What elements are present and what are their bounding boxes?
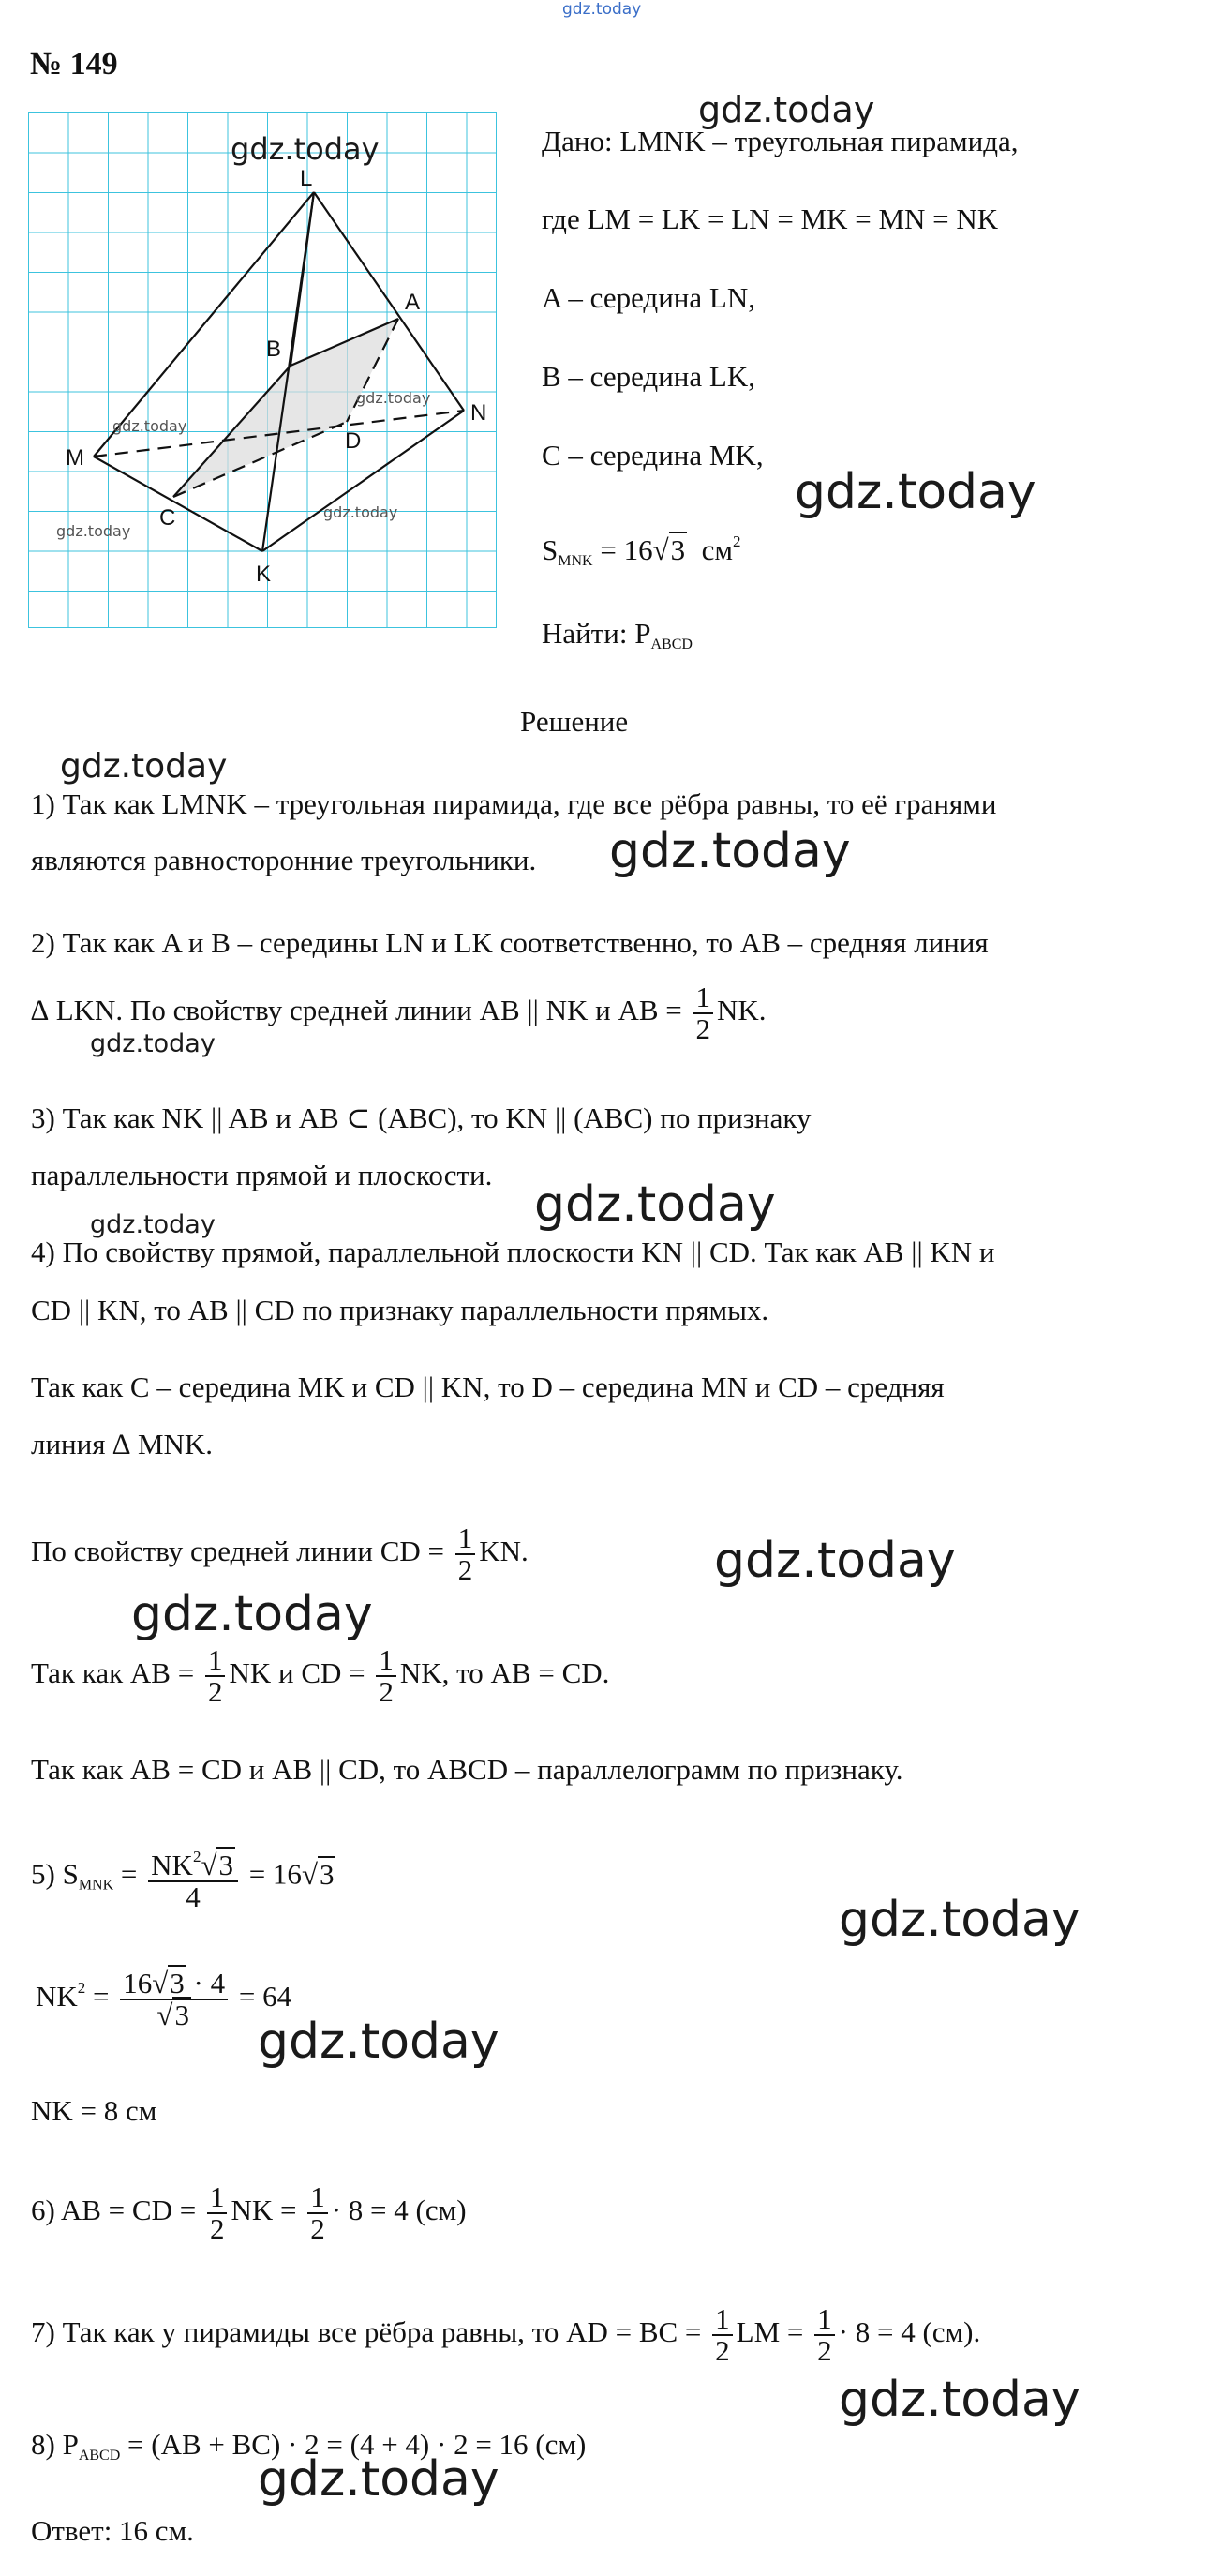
equals: =	[93, 1980, 110, 2014]
step-5-label: 5) S	[31, 1857, 79, 1891]
fraction-den: 2	[712, 2334, 733, 2366]
step-7-line	[31, 2304, 980, 2366]
fraction-num: 1	[209, 2180, 225, 2213]
given-area	[542, 525, 740, 578]
figure-watermark: gdz.today	[56, 522, 131, 540]
fraction-num: 1	[310, 2180, 325, 2213]
step-1-line-2: являются равносторонние треугольники.	[31, 844, 537, 876]
find-line	[542, 617, 693, 662]
sqrt-symbol: √3	[156, 1999, 189, 2031]
area-power: 2	[732, 532, 741, 550]
find-label: Найти: P	[542, 617, 651, 650]
watermark: gdz.today	[60, 747, 228, 786]
step-3-line-2: параллельности прямой и плоскости.	[31, 1159, 493, 1191]
figure-watermark: gdz.today	[323, 503, 398, 521]
step-6-text-c: · 8 = 4 (см)	[331, 2194, 467, 2227]
area-unit: см	[701, 533, 733, 566]
watermark: gdz.today	[258, 2451, 499, 2508]
fraction-den: 2	[814, 2334, 835, 2366]
fraction-den: 2	[205, 1675, 226, 1707]
step-7-text-a: 7) Так как у пирамиды все рёбра равны, то AD = BC =	[31, 2315, 702, 2349]
step-4-line-6	[31, 1645, 609, 1707]
step-8-subscript: ABCD	[78, 2448, 121, 2464]
nk-fraction	[120, 1969, 228, 2030]
top-watermark: gdz.today	[562, 0, 642, 19]
step-4-line-1: 4) По свойству прямой, параллельной плоскости KN || CD. Так как AB || KN и	[31, 1236, 995, 1268]
fraction-one-half	[712, 2304, 733, 2366]
fraction-num	[120, 1969, 228, 1999]
step-2-text-a: ∆ LKN. По свойству средней линии AB || NK и AB =	[31, 994, 682, 1027]
fraction-one-half	[207, 2182, 228, 2244]
figure-watermark: gdz.today	[231, 131, 380, 167]
step-3-line-1: 3) Так как NK || AB и AB ⊂ (ABC), то KN || (ABC) по признаку	[31, 1101, 812, 1134]
sqrt-radicand: 3	[670, 533, 686, 566]
fraction-one-half	[307, 2182, 328, 2244]
step-5-subscript: MNK	[78, 1877, 114, 1894]
watermark: gdz.today	[534, 1176, 776, 1233]
given-line-2: где LM = LK = LN = MK = MN = NK	[542, 202, 999, 235]
nk-text: NK	[151, 1849, 193, 1881]
fraction-one-half	[376, 1645, 396, 1707]
solution-title: Решение	[520, 705, 629, 738]
step-7-text-b: LM =	[736, 2315, 804, 2349]
step-4-line-2: CD || KN, то AB || CD по признаку параллельности прямых.	[31, 1294, 769, 1326]
fraction-den: 2	[376, 1675, 396, 1707]
label-D: D	[345, 428, 362, 454]
fraction-num: 1	[379, 1643, 394, 1676]
area-fraction	[148, 1842, 238, 1912]
given-line-5: C – середина MK,	[542, 439, 764, 472]
step-4-text-a: По свойству средней линии CD =	[31, 1535, 444, 1568]
watermark: gdz.today	[839, 2372, 1080, 2428]
given-line-4: B – середина LK,	[542, 360, 755, 393]
problem-number: № 149	[30, 47, 118, 82]
sqrt-symbol: √3	[652, 533, 686, 566]
fraction-num: 1	[695, 981, 711, 1013]
power: 2	[77, 1979, 86, 1998]
sqrt-radicand: 3	[218, 1849, 233, 1881]
fraction-den: 2	[207, 2212, 228, 2244]
sqrt-radicand: 3	[170, 1967, 185, 1999]
power: 2	[192, 1848, 201, 1865]
sqrt-radicand: 3	[174, 1999, 189, 2031]
step-5-result: = 16	[248, 1857, 302, 1891]
watermark: gdz.today	[795, 464, 1036, 520]
nk-label: NK	[36, 1980, 78, 2014]
label-K: K	[256, 562, 272, 587]
label-A: A	[405, 290, 421, 315]
watermark: gdz.today	[258, 2014, 499, 2070]
fraction-den	[120, 1999, 228, 2030]
step-4-text-e: NK, то AB = CD.	[399, 1656, 610, 1690]
step-4-line-4: линия ∆ MNK.	[31, 1428, 214, 1460]
step-4-text-d: NK и CD =	[229, 1656, 365, 1690]
step-2-text-b: NK.	[717, 994, 767, 1027]
fraction-den: 2	[307, 2212, 328, 2244]
watermark: gdz.today	[90, 1029, 216, 1058]
fraction-num: 1	[207, 1643, 223, 1676]
sqrt-symbol: √3	[152, 1967, 185, 1999]
fraction-den: 2	[693, 1012, 714, 1044]
area-equals: = 16	[600, 533, 653, 566]
given-line-1: Дано: LMNK – треугольная пирамида,	[542, 125, 1019, 157]
label-L: L	[300, 166, 313, 191]
step-4-text-c: Так как AB =	[31, 1656, 195, 1690]
step-7-text-c: · 8 = 4 (см).	[838, 2315, 981, 2349]
step-6-line	[31, 2182, 467, 2244]
label-B: B	[266, 337, 282, 362]
step-4-line-7: Так как AB = CD и AB || CD, то ABCD – параллелограмм по признаку.	[31, 1753, 903, 1786]
step-8-text: = (AB + BC) · 2 = (4 + 4) · 2 = 16 (см)	[127, 2428, 587, 2461]
pyramid-figure	[28, 112, 497, 628]
step-4-line-5	[31, 1523, 529, 1585]
fraction-num	[148, 1842, 238, 1880]
fraction-one-half	[205, 1645, 226, 1707]
num-a: 16	[123, 1967, 153, 1999]
num-b: · 4	[193, 1967, 226, 1999]
fraction-num: 1	[817, 2302, 832, 2335]
fraction-one-half	[693, 982, 714, 1044]
step-6-text-a: 6) AB = CD =	[31, 2194, 197, 2227]
watermark: gdz.today	[90, 1210, 216, 1239]
find-subscript: ABCD	[650, 637, 693, 652]
label-N: N	[470, 400, 487, 426]
area-symbol: S	[542, 533, 559, 566]
area-subscript: MNK	[558, 553, 593, 569]
fraction-den: 4	[148, 1880, 238, 1912]
nk-value-line: NK = 8 см	[31, 2094, 157, 2127]
fraction-num: 1	[715, 2302, 730, 2335]
answer-line: Ответ: 16 см.	[31, 2514, 194, 2547]
step-8-label: 8) P	[31, 2428, 79, 2461]
sqrt-radicand: 3	[319, 1857, 335, 1891]
fraction-one-half	[455, 1523, 476, 1585]
watermark: gdz.today	[131, 1586, 373, 1642]
step-6-text-b: NK =	[231, 2194, 297, 2227]
figure-watermark: gdz.today	[356, 389, 431, 407]
label-C: C	[159, 505, 176, 531]
step-1-line-1: 1) Так как LMNK – треугольная пирамида, где все рёбра равны, то её гранями	[31, 787, 997, 820]
watermark: gdz.today	[714, 1533, 956, 1589]
figure-watermark: gdz.today	[112, 417, 187, 435]
step-2-line-1: 2) Так как A и B – середины LN и LK соответственно, то AB – средняя линия	[31, 926, 989, 959]
watermark: gdz.today	[609, 823, 851, 879]
step-5-nk-line	[36, 1969, 291, 2030]
label-M: M	[66, 445, 84, 471]
fraction-num: 1	[457, 1521, 473, 1554]
fraction-one-half	[814, 2304, 835, 2366]
watermark: gdz.today	[698, 89, 875, 130]
step-5-line	[31, 1842, 335, 1912]
sqrt-symbol: √3	[201, 1849, 233, 1881]
result: = 64	[238, 1980, 292, 2014]
step-5-equals: =	[120, 1857, 138, 1891]
step-4-text-b: KN.	[479, 1535, 529, 1568]
watermark: gdz.today	[839, 1892, 1080, 1948]
fraction-den: 2	[455, 1553, 476, 1585]
given-line-3: A – середина LN,	[542, 281, 755, 314]
sqrt-symbol: √3	[301, 1857, 335, 1891]
step-4-line-3: Так как C – середина MK и CD || KN, то D – середина MN и CD – средняя	[31, 1370, 945, 1403]
